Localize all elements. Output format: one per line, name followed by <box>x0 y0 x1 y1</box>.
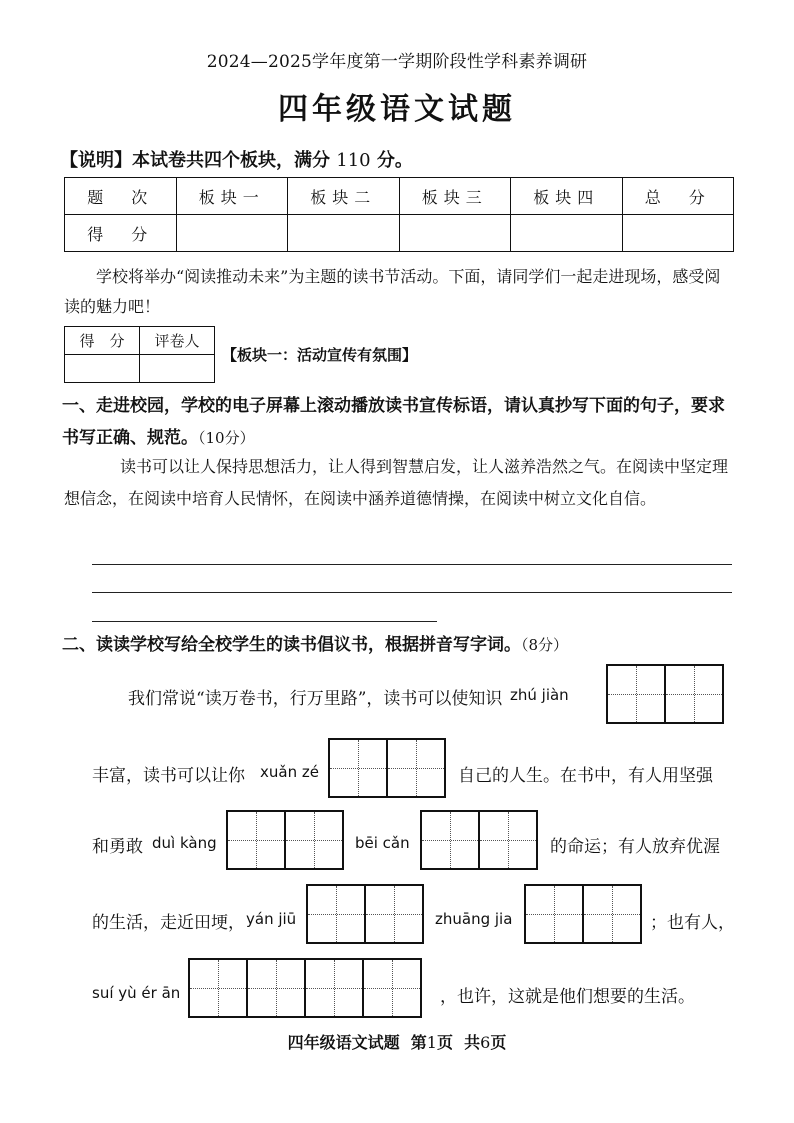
score-entry-cell[interactable] <box>288 215 400 252</box>
sentence-part: 和勇敢 <box>92 837 143 857</box>
char-box[interactable] <box>188 958 248 1018</box>
char-box[interactable] <box>306 884 366 944</box>
footer-page-number: 1 <box>426 1033 437 1052</box>
answer-grid-xuanze[interactable] <box>328 738 446 798</box>
pinyin-zhuangjia: zhuāng jia <box>435 910 513 928</box>
question-2-points: （8分） <box>521 636 569 654</box>
footer-total-label: 共 <box>464 1033 481 1052</box>
score-entry-cell[interactable] <box>511 215 623 252</box>
char-box[interactable] <box>364 884 424 944</box>
table-cell: 板块一 <box>176 178 288 215</box>
total-score-value: 110 <box>336 150 371 171</box>
sentence-part: ；也有人， <box>650 913 735 933</box>
footer-total-unit: 页 <box>490 1033 507 1052</box>
question-1-text: 一、走进校园，学校的电子屏幕上滚动播放读书宣传标语，请认真抄写下面的句子，要求书写正确、规范。 <box>62 396 725 448</box>
char-box[interactable] <box>284 810 344 870</box>
char-box[interactable] <box>246 958 306 1018</box>
grader-score-entry[interactable] <box>65 355 140 383</box>
grader-name-label: 评卷人 <box>140 327 215 355</box>
question-2-text: 二、读读学校写给全校学生的读书倡议书，根据拼音写字词。 <box>62 635 521 655</box>
pinyin-zhujian: zhú jiàn <box>510 686 569 704</box>
writing-line[interactable] <box>92 564 732 565</box>
copy-passage: 读书可以让人保持思想活力，让人得到智慧启发，让人滋养浩然之气。在阅读中坚定理想信念，在阅读中培育人民情怀，在阅读中涵养道德情操，在阅读中树立文化自信。 <box>64 457 729 508</box>
answer-grid-zhujian[interactable] <box>606 664 724 724</box>
footer-page-label: 第 <box>410 1033 427 1052</box>
grader-score-label: 得 分 <box>65 327 140 355</box>
char-box[interactable] <box>478 810 538 870</box>
char-box[interactable] <box>606 664 666 724</box>
question-1-points: （10分） <box>198 429 255 447</box>
score-entry-cell[interactable] <box>399 215 511 252</box>
char-box[interactable] <box>386 738 446 798</box>
table-cell: 得 分 <box>65 215 177 252</box>
sentence-part: 丰富，读书可以让你 <box>92 766 245 786</box>
answer-grid-suiyueran[interactable] <box>188 958 422 1018</box>
sentence-part: 的生活，走近田埂， <box>92 913 245 933</box>
note-text: 本试卷共四个板块，满分 <box>132 150 330 171</box>
intro-paragraph: 学校将举办“阅读推动未来”为主题的读书节活动。下面，请同学们一起走进现场，感受阅读的魅力吧！ <box>64 267 721 316</box>
pinyin-duikang: duì kàng <box>152 834 217 852</box>
writing-line[interactable] <box>92 621 437 622</box>
sentence-part: 的命运；有人放弃优渥 <box>550 837 720 857</box>
table-cell: 板块四 <box>511 178 623 215</box>
paper-title: 四年级语文试题 <box>278 92 516 127</box>
score-table-header-row <box>65 178 734 215</box>
question-2 <box>62 630 568 655</box>
writing-line[interactable] <box>92 592 732 593</box>
table-cell: 板块二 <box>288 178 400 215</box>
score-entry-cell[interactable] <box>622 215 734 252</box>
char-box[interactable] <box>304 958 364 1018</box>
char-box[interactable] <box>328 738 388 798</box>
table-cell: 板块三 <box>399 178 511 215</box>
char-box[interactable] <box>420 810 480 870</box>
sentence-part: 我们常说“读万卷书，行万里路”，读书可以使知识 <box>128 689 503 709</box>
page-footer <box>0 1030 794 1053</box>
char-box[interactable] <box>582 884 642 944</box>
footer-page-unit: 页 <box>436 1033 453 1052</box>
section-1-title: 【板块一：活动宣传有氛围】 <box>222 346 418 364</box>
answer-grid-duikang[interactable] <box>226 810 344 870</box>
question-1 <box>62 390 738 454</box>
char-box[interactable] <box>664 664 724 724</box>
footer-total-pages: 6 <box>480 1033 491 1052</box>
pinyin-suiyueran: suí yù ér ān <box>92 984 181 1002</box>
note-unit: 分。 <box>376 150 413 171</box>
exam-title: 2024—2025学年度第一学期阶段性学科素养调研 <box>206 52 588 72</box>
note-label: 【说明】 <box>60 150 132 171</box>
char-box[interactable] <box>226 810 286 870</box>
grader-name-entry[interactable] <box>140 355 215 383</box>
sentence-part: ，也许，这就是他们想要的生活。 <box>440 987 695 1007</box>
footer-title: 四年级语文试题 <box>287 1033 400 1052</box>
score-table <box>64 177 734 252</box>
instructions <box>60 146 413 172</box>
score-entry-cell[interactable] <box>176 215 288 252</box>
pinyin-xuanze: xuǎn zé <box>260 763 319 781</box>
score-table-score-row <box>65 215 734 252</box>
pinyin-yanjiu: yán jiū <box>246 910 297 928</box>
char-box[interactable] <box>362 958 422 1018</box>
answer-grid-yanjiu[interactable] <box>306 884 424 944</box>
table-cell: 总 分 <box>622 178 734 215</box>
answer-grid-zhuangjia[interactable] <box>524 884 642 944</box>
grader-box <box>64 326 215 383</box>
pinyin-beican: bēi cǎn <box>355 834 410 852</box>
sentence-part: 自己的人生。在书中，有人用坚强 <box>458 766 713 786</box>
table-cell: 题 次 <box>65 178 177 215</box>
char-box[interactable] <box>524 884 584 944</box>
answer-grid-beican[interactable] <box>420 810 538 870</box>
